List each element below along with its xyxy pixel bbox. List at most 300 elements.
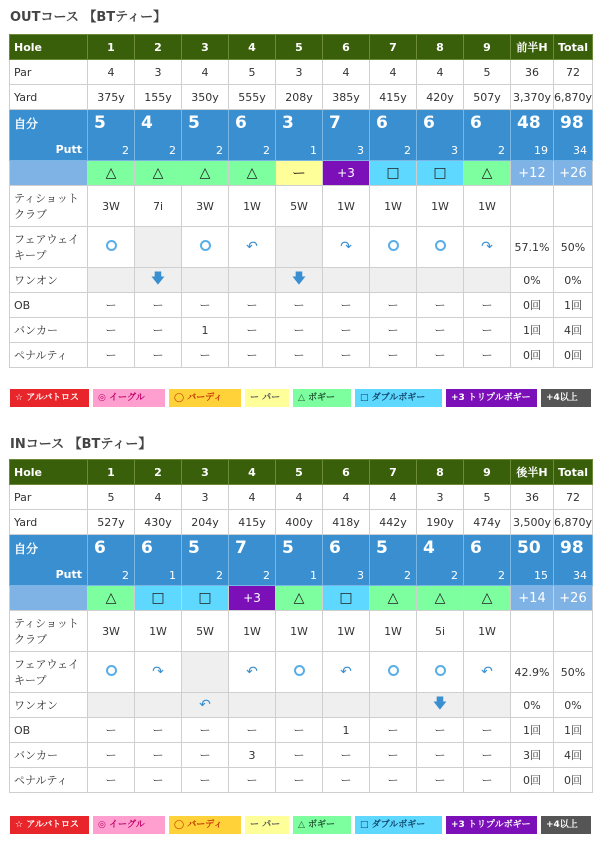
fairway-cell — [276, 652, 323, 693]
penalty-value: ー — [323, 768, 370, 793]
par-value: 4 — [135, 485, 182, 510]
ob-value: 1回 — [554, 718, 593, 743]
score-cell — [182, 110, 229, 161]
hole-number: 6 — [323, 460, 370, 485]
hole-number: 9 — [464, 35, 511, 60]
result-symbol: △ — [88, 161, 135, 186]
legend-item: □ ダブルボギー — [355, 816, 442, 834]
fairway-hit-icon — [435, 240, 446, 251]
par-value: 3 — [417, 485, 464, 510]
stroke-count: 5 — [188, 113, 200, 133]
par-value: 3 — [182, 485, 229, 510]
par-value: 36 — [511, 485, 554, 510]
stroke-count: 4 — [141, 113, 153, 133]
oneon-row — [10, 268, 593, 293]
bunker-value: ー — [88, 318, 135, 343]
score-label-cell — [10, 110, 88, 161]
penalty-value: 0回 — [554, 343, 593, 368]
club-label-line: ティショット — [14, 192, 79, 205]
par-value: 4 — [88, 60, 135, 85]
result-symbol: △ — [464, 161, 511, 186]
putt-count: 2 — [122, 144, 129, 157]
miss-left-icon: ↶ — [246, 664, 258, 680]
fairway-cell — [323, 227, 370, 268]
putt-count: 2 — [451, 569, 458, 582]
out-section-title: OUTコース 【BTティー】 — [10, 10, 167, 25]
oneon-total: 0% — [554, 268, 593, 293]
result-symbol: +14 — [511, 586, 554, 611]
club-label-line: クラブ — [14, 633, 47, 646]
putt-count: 2 — [498, 569, 505, 582]
bunker-value: 3回 — [511, 743, 554, 768]
stroke-count: 48 — [517, 113, 541, 133]
stroke-count: 7 — [329, 113, 341, 133]
club-value — [511, 611, 554, 652]
hole-number: 2 — [135, 460, 182, 485]
legend-item: ☆ アルバトロス — [10, 389, 89, 407]
bunker-value: 4回 — [554, 318, 593, 343]
score-cell — [276, 535, 323, 586]
stroke-count: 6 — [235, 113, 247, 133]
miss-left-icon: ↶ — [246, 239, 258, 255]
bunker-value: ー — [135, 743, 182, 768]
hole-number: 後半H — [511, 460, 554, 485]
fairway-total: 50% — [554, 227, 593, 268]
score-cell — [464, 535, 511, 586]
par-value: 5 — [88, 485, 135, 510]
par-label: Par — [10, 485, 88, 510]
club-value: 3W — [182, 186, 229, 227]
club-value: 1W — [229, 186, 276, 227]
club-value: 1W — [276, 611, 323, 652]
club-value: 1W — [464, 611, 511, 652]
ob-row — [10, 293, 593, 318]
stroke-count: 98 — [560, 113, 584, 133]
ob-value: ー — [370, 718, 417, 743]
result-symbol: □ — [370, 161, 417, 186]
club-value: 1W — [229, 611, 276, 652]
bunker-value: ー — [276, 743, 323, 768]
result-row — [10, 161, 593, 186]
penalty-value: ー — [88, 343, 135, 368]
score-cell — [88, 535, 135, 586]
bunker-value: ー — [182, 743, 229, 768]
fairway-total: 50% — [554, 652, 593, 693]
yard-row — [10, 85, 593, 110]
oneon-cell — [88, 693, 135, 718]
fairway-cell — [464, 227, 511, 268]
fairway-label — [10, 227, 88, 268]
putt-count: 2 — [216, 569, 223, 582]
stroke-count: 6 — [470, 113, 482, 133]
result-symbol: ー — [276, 161, 323, 186]
self-label: 自分 — [14, 117, 39, 131]
penalty-value: ー — [229, 343, 276, 368]
penalty-value: ー — [182, 768, 229, 793]
par-value: 5 — [464, 485, 511, 510]
club-value: 1W — [370, 186, 417, 227]
putt-count: 19 — [534, 144, 548, 157]
result-label-cell — [10, 161, 88, 186]
miss-right-icon: ↷ — [152, 664, 164, 680]
score-cell — [323, 110, 370, 161]
oneon-cell — [276, 693, 323, 718]
par-label: Par — [10, 60, 88, 85]
legend-item: ☆ アルバトロス — [10, 816, 89, 834]
putt-count: 2 — [263, 569, 270, 582]
hole-number: Total — [554, 460, 593, 485]
club-value: 3W — [88, 186, 135, 227]
legend-item: ー パー — [245, 389, 289, 407]
putt-count: 3 — [451, 144, 458, 157]
par-value: 4 — [276, 485, 323, 510]
result-symbol: +26 — [554, 161, 593, 186]
miss-left-icon: ↶ — [340, 664, 352, 680]
ob-value: ー — [229, 718, 276, 743]
hole-number: 1 — [88, 460, 135, 485]
self-label: 自分 — [14, 542, 39, 556]
yard-value: 208y — [276, 85, 323, 110]
legend-item: ◯ バーディ — [169, 816, 241, 834]
penalty-value: ー — [135, 768, 182, 793]
bunker-value: ー — [135, 318, 182, 343]
result-symbol: □ — [182, 586, 229, 611]
fairway-cell — [88, 652, 135, 693]
par-value: 5 — [464, 60, 511, 85]
fairway-cell — [135, 652, 182, 693]
score-cell — [182, 535, 229, 586]
oneon-label: ワンオン — [10, 693, 88, 718]
ob-value: ー — [88, 293, 135, 318]
yard-value: 350y — [182, 85, 229, 110]
par-value: 4 — [370, 60, 417, 85]
score-cell — [511, 535, 554, 586]
legend-item: +3 トリプルボギー — [446, 389, 537, 407]
club-value: 5i — [417, 611, 464, 652]
par-value: 4 — [323, 60, 370, 85]
hole-number: 7 — [370, 35, 417, 60]
penalty-value: ー — [88, 768, 135, 793]
penalty-row — [10, 343, 593, 368]
fairway-cell — [417, 227, 464, 268]
fairway-cell — [370, 227, 417, 268]
bunker-value: ー — [464, 318, 511, 343]
club-label-line: ティショット — [14, 617, 79, 630]
putt-count: 2 — [498, 144, 505, 157]
putt-count: 2 — [216, 144, 223, 157]
oneon-cell — [229, 268, 276, 293]
yard-value: 155y — [135, 85, 182, 110]
par-value: 72 — [554, 485, 593, 510]
stroke-count: 6 — [141, 538, 153, 558]
penalty-value: ー — [464, 343, 511, 368]
bunker-value: ー — [417, 318, 464, 343]
yard-value: 442y — [370, 510, 417, 535]
penalty-value: ー — [229, 768, 276, 793]
club-label-line: クラブ — [14, 208, 47, 221]
fairway-cell — [370, 652, 417, 693]
ob-value: ー — [182, 293, 229, 318]
oneon-cell — [417, 268, 464, 293]
fairway-row — [10, 227, 593, 268]
putt-count: 2 — [169, 144, 176, 157]
yard-value: 3,370y — [511, 85, 554, 110]
fairway-cell — [323, 652, 370, 693]
bunker-value: 1 — [182, 318, 229, 343]
par-value: 4 — [323, 485, 370, 510]
yard-label: Yard — [10, 510, 88, 535]
club-label — [10, 611, 88, 652]
ob-value: ー — [417, 293, 464, 318]
putt-count: 15 — [534, 569, 548, 582]
ob-value: ー — [182, 718, 229, 743]
stroke-count: 7 — [235, 538, 247, 558]
yard-row — [10, 510, 593, 535]
oneon-cell — [88, 268, 135, 293]
score-cell — [276, 110, 323, 161]
score-row — [10, 535, 593, 586]
penalty-label: ペナルティ — [10, 768, 88, 793]
oneon-cell — [135, 693, 182, 718]
result-symbol: +12 — [511, 161, 554, 186]
club-value: 5W — [276, 186, 323, 227]
yard-value: 190y — [417, 510, 464, 535]
legend-item: ◎ イーグル — [93, 816, 165, 834]
legend-item: +3 トリプルボギー — [446, 816, 537, 834]
hole-number: Total — [554, 35, 593, 60]
result-symbol: +3 — [323, 161, 370, 186]
club-value — [554, 611, 593, 652]
result-symbol: △ — [135, 161, 182, 186]
putt-count: 1 — [169, 569, 176, 582]
score-cell — [554, 535, 593, 586]
fairway-hit-icon — [106, 665, 117, 676]
yard-value: 400y — [276, 510, 323, 535]
in-section-title: INコース 【BTティー】 — [10, 437, 152, 452]
bunker-value: ー — [229, 318, 276, 343]
result-symbol: △ — [88, 586, 135, 611]
par-value: 3 — [135, 60, 182, 85]
ob-value: 1回 — [554, 293, 593, 318]
yard-value: 527y — [88, 510, 135, 535]
miss-left-icon: ↶ — [199, 697, 211, 713]
hole-number: 前半H — [511, 35, 554, 60]
putt-count: 3 — [357, 144, 364, 157]
fairway-hit-icon — [435, 665, 446, 676]
yard-value: 204y — [182, 510, 229, 535]
miss-right-icon: ↷ — [340, 239, 352, 255]
short-down-icon: 🡇 — [432, 696, 448, 712]
oneon-cell — [182, 268, 229, 293]
putt-label: Putt — [55, 568, 82, 581]
legend-item: △ ボギー — [293, 389, 351, 407]
score-cell — [511, 110, 554, 161]
bunker-value: ー — [323, 743, 370, 768]
putt-count: 2 — [263, 144, 270, 157]
club-value: 1W — [323, 611, 370, 652]
result-symbol: △ — [229, 161, 276, 186]
oneon-cell — [464, 693, 511, 718]
par-row — [10, 60, 593, 85]
club-value: 5W — [182, 611, 229, 652]
ob-row — [10, 718, 593, 743]
stroke-count: 5 — [94, 113, 106, 133]
oneon-total: 0% — [554, 693, 593, 718]
club-value: 1W — [370, 611, 417, 652]
yard-value: 418y — [323, 510, 370, 535]
hole-number: 4 — [229, 35, 276, 60]
score-cell — [554, 110, 593, 161]
hole-number: 4 — [229, 460, 276, 485]
hole-label: Hole — [10, 460, 88, 485]
hole-number: 5 — [276, 35, 323, 60]
club-value: 1W — [323, 186, 370, 227]
putt-count: 1 — [310, 569, 317, 582]
result-symbol: □ — [323, 586, 370, 611]
stroke-count: 3 — [282, 113, 294, 133]
par-value: 36 — [511, 60, 554, 85]
ob-value: ー — [88, 718, 135, 743]
yard-value: 3,500y — [511, 510, 554, 535]
oneon-label: ワンオン — [10, 268, 88, 293]
yard-value: 385y — [323, 85, 370, 110]
fairway-label-line: フェアウェイ — [14, 658, 80, 671]
oneon-cell — [229, 693, 276, 718]
bunker-value: ー — [323, 318, 370, 343]
putt-label: Putt — [55, 143, 82, 156]
ob-value: ー — [417, 718, 464, 743]
par-value: 5 — [229, 60, 276, 85]
result-symbol: □ — [417, 161, 464, 186]
par-row — [10, 485, 593, 510]
par-value: 72 — [554, 60, 593, 85]
stroke-count: 6 — [376, 113, 388, 133]
bunker-value: ー — [88, 743, 135, 768]
result-symbol: △ — [417, 586, 464, 611]
fairway-label — [10, 652, 88, 693]
hole-number: 3 — [182, 35, 229, 60]
score-cell — [370, 110, 417, 161]
in-scorecard-table — [9, 459, 593, 793]
ob-value: ー — [276, 293, 323, 318]
ob-value: ー — [464, 718, 511, 743]
score-cell — [135, 535, 182, 586]
penalty-value: ー — [417, 343, 464, 368]
club-value: 3W — [88, 611, 135, 652]
stroke-count: 6 — [423, 113, 435, 133]
oneon-cell — [276, 268, 323, 293]
club-value: 7i — [135, 186, 182, 227]
fairway-hit-icon — [200, 240, 211, 251]
hole-label: Hole — [10, 35, 88, 60]
fairway-row — [10, 652, 593, 693]
hole-number: 8 — [417, 35, 464, 60]
result-symbol: □ — [135, 586, 182, 611]
fairway-cell — [229, 227, 276, 268]
yard-value: 474y — [464, 510, 511, 535]
score-cell — [464, 110, 511, 161]
fairway-cell — [276, 227, 323, 268]
putt-count: 2 — [122, 569, 129, 582]
hole-number: 1 — [88, 35, 135, 60]
fairway-hit-icon — [388, 240, 399, 251]
legend-item: +4以上 — [541, 389, 591, 407]
bunker-value: ー — [370, 318, 417, 343]
bunker-value: 4回 — [554, 743, 593, 768]
penalty-value: ー — [182, 343, 229, 368]
ob-value: 1回 — [511, 718, 554, 743]
fairway-cell — [182, 652, 229, 693]
penalty-value: 0回 — [511, 768, 554, 793]
yard-value: 420y — [417, 85, 464, 110]
putt-count: 1 — [310, 144, 317, 157]
par-value: 4 — [229, 485, 276, 510]
score-cell — [88, 110, 135, 161]
hole-number: 9 — [464, 460, 511, 485]
yard-value: 415y — [229, 510, 276, 535]
yard-value: 555y — [229, 85, 276, 110]
legend-item: △ ボギー — [293, 816, 351, 834]
bunker-value: ー — [370, 743, 417, 768]
oneon-cell — [370, 693, 417, 718]
yard-value: 6,870y — [554, 510, 593, 535]
club-row — [10, 186, 593, 227]
penalty-value: ー — [323, 343, 370, 368]
yard-value: 6,870y — [554, 85, 593, 110]
yard-value: 507y — [464, 85, 511, 110]
header-row — [10, 460, 593, 485]
ob-value: 0回 — [511, 293, 554, 318]
stroke-count: 5 — [282, 538, 294, 558]
stroke-count: 4 — [423, 538, 435, 558]
penalty-value: ー — [464, 768, 511, 793]
club-value — [511, 186, 554, 227]
legend-item: ◎ イーグル — [93, 389, 165, 407]
score-row — [10, 110, 593, 161]
club-value: 1W — [464, 186, 511, 227]
bunker-value: 3 — [229, 743, 276, 768]
score-cell — [323, 535, 370, 586]
hole-number: 8 — [417, 460, 464, 485]
fairway-cell — [135, 227, 182, 268]
oneon-row — [10, 693, 593, 718]
result-symbol: △ — [182, 161, 229, 186]
score-cell — [417, 110, 464, 161]
ob-value: ー — [135, 293, 182, 318]
header-row — [10, 35, 593, 60]
stroke-count: 5 — [376, 538, 388, 558]
oneon-cell — [417, 693, 464, 718]
fairway-label-line: キープ — [14, 674, 47, 687]
stroke-count: 5 — [188, 538, 200, 558]
score-cell — [370, 535, 417, 586]
hole-number: 6 — [323, 35, 370, 60]
bunker-value: ー — [417, 743, 464, 768]
putt-count: 34 — [573, 144, 587, 157]
putt-count: 2 — [404, 144, 411, 157]
bunker-label: バンカー — [10, 318, 88, 343]
yard-value: 430y — [135, 510, 182, 535]
out-scorecard-table — [9, 34, 593, 368]
penalty-row — [10, 768, 593, 793]
club-label — [10, 186, 88, 227]
bunker-label: バンカー — [10, 743, 88, 768]
penalty-value: 0回 — [554, 768, 593, 793]
putt-count: 2 — [404, 569, 411, 582]
score-cell — [229, 535, 276, 586]
yard-value: 415y — [370, 85, 417, 110]
ob-value: ー — [464, 293, 511, 318]
